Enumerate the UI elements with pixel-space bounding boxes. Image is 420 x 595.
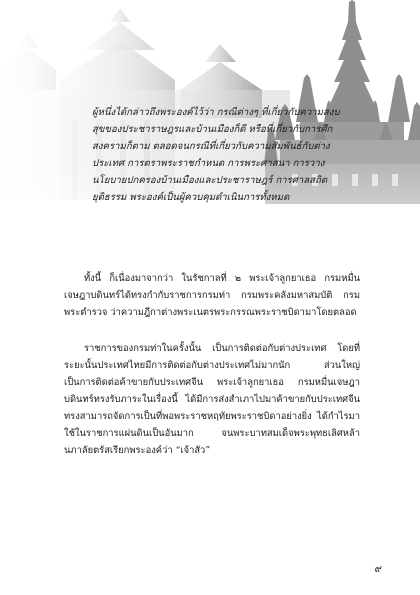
quote-text: ผู้หนึ่งได้กล่าวถึงพระองค์ไว้ว่า กรณีต่างๆ ที่เกี่ยวกับความสงบสุขของประชาราษฎรและบ้านเมืองก็ดี หรือที่เกี่ยวกับการศึกสงครามก็ตาม ตลอดจนกรณีที่เกี่ยวกับความสัมพันธ์กับต่างประเทศ การตราพระราชกำหนด การพระศาสนา การวางนโยบายปกครองบ้านเมืองและประชาราษฎร์ การศาลสถิตยุติธรรม พระองค์เป็นผู้ควบคุมดำเนินการทั้งหมด — [92, 107, 340, 203]
page-number: ๙ — [374, 564, 382, 575]
quote-block — [92, 104, 342, 206]
paragraph-2: ราชการของกรมท่าในครั้งนั้น เป็นการติดต่อกับต่างประเทศ โดยที่ระยะนั้นประเทศไทยมีการติดต่อกับต่างประเทศไม่มากนัก ส่วนใหญ่เป็นการติดต่อค้าขายกับประเทศจีน พระเจ้าลูกยาเธอ กรมหมื่นเจษฎาบดินทร์ทรงรับภาระในเรื่องนี้ ได้มีการส่งสำเภาไปมาค้าขายกับประเทศจีน ทรงสามารถจัดการเป็นที่พอพระราชหฤทัยพระราชบิดาอย่างยิ่ง ได้กำไรมาใช้ในราชการแผ่นดินเป็นอันมาก จนพระบาทสมเด็จพระพุทธเลิศหล้านภาลัยตรัสเรียกพระองค์ว่า “เจ้าสัว” — [64, 343, 360, 456]
paragraph-1: ทั้งนี้ ก็เนื่องมาจากว่า ในรัชกาลที่ ๒ พระเจ้าลูกยาเธอ กรมหมื่นเจษฎาบดินทร์ได้ทรงกำกับราชการกรมท่า กรมพระคลังมหาสมบัติ กรมพระตำรวจ ว่าความฎีกาต่างพระเนตรพระกรรณพระราชบิดามาโดยตลอด — [64, 273, 360, 318]
body-text — [64, 270, 360, 478]
